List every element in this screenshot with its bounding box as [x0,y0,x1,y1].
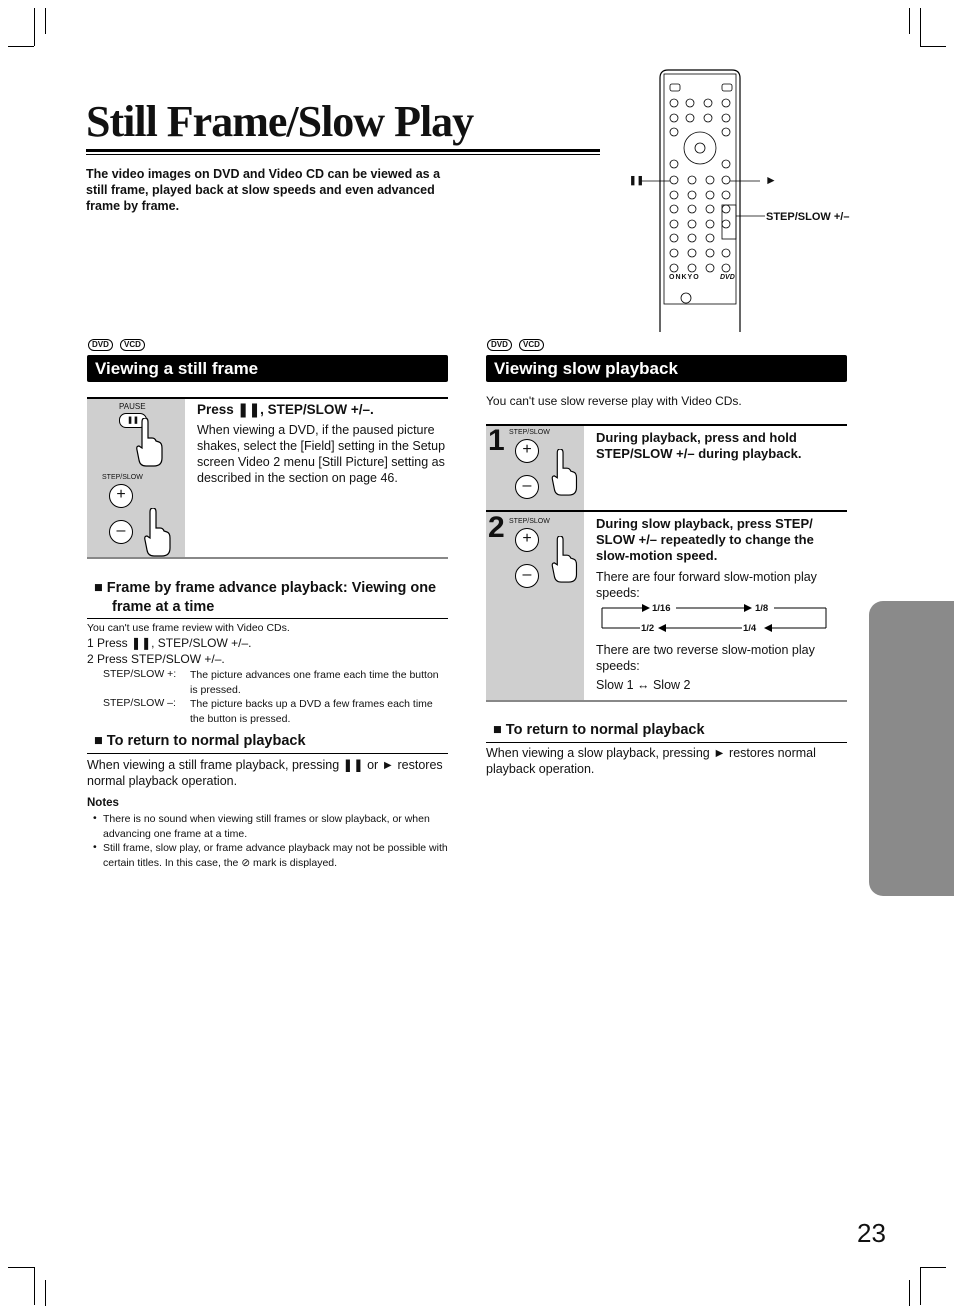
crop-mark [8,46,34,47]
step-2-text: During slow playback, press STEP/ SLOW +/– repeatedly to change the slow-motion speed. [596,516,814,563]
step-minus-button: – [515,564,539,588]
return-text-right: When viewing a slow playback, pressing ► restores normal playback operation. [486,746,816,776]
page-number: 23 [857,1218,886,1248]
forward-speeds-text: There are four forward slow-motion play speeds: [596,570,817,600]
step-plus-button: + [515,528,539,552]
return-heading-left: ■ To return to normal playback [94,733,306,749]
crop-mark [34,8,35,46]
crop-mark [920,8,921,46]
remote-step-slow-label: STEP/SLOW +/– [766,211,850,223]
heading-rule [87,618,448,619]
page-title: Still Frame/Slow Play [86,97,474,146]
return-text-left: When viewing a still frame playback, pressing ❚❚ or ► restores normal playback operation. [87,758,443,788]
step-plus-key: STEP/SLOW +: [103,668,177,680]
chapter-tab [869,601,954,896]
crop-mark [909,8,910,34]
step-2-number: 2 [488,511,505,544]
step-slow-label: STEP/SLOW [509,518,550,525]
crop-mark [45,8,46,34]
frame-step-2: 2 Press STEP/SLOW +/–. [87,652,225,666]
note-bullet: • [93,812,97,824]
crop-mark [909,1280,910,1306]
play-symbol: ► [765,173,777,187]
remote-illustration [620,64,860,336]
crop-mark [34,1267,35,1305]
intro-text: The video images on DVD and Video CD can be viewed as a still frame, played back at slow speeds and even advanced frame by frame. [86,167,441,213]
still-frame-heading: Viewing a still frame [87,355,448,382]
speed-cycle-diagram [596,600,832,636]
notes-heading: Notes [87,797,119,809]
slow-playback-heading: Viewing slow playback [486,355,847,382]
heading-rule [486,742,847,743]
pause-label: PAUSE [119,402,146,411]
heading-rule [87,753,448,754]
crop-mark [8,1267,34,1268]
reverse-speeds-text: There are two reverse slow-motion play speeds: [596,643,815,673]
return-heading-right: ■ To return to normal playback [493,722,705,738]
speed-1-8: 1/8 [755,603,769,614]
note-bullet: • [93,841,97,853]
still-body-text: When viewing a DVD, if the paused picture shakes, select the [Field] setting in the Setup screen Video 2 menu [Still Picture] setting as described in the section on page 46. [197,423,446,485]
pointing-hand-icon [549,536,579,584]
step-slow-label: STEP/SLOW [509,429,550,436]
step-1-number: 1 [488,424,505,457]
pause-symbol: ❚❚ [629,175,645,185]
step-minus-button: – [109,520,133,544]
remote-brand-logo: ONKYO [669,274,700,281]
remote-dvd-logo: DVD [720,274,735,281]
reverse-speeds: Slow 1 ↔ Slow 2 [596,678,691,692]
step-minus-button: – [515,475,539,499]
vcd-badge: VCD [519,339,544,351]
step-plus-button: + [515,439,539,463]
dvd-badge: DVD [487,339,512,351]
step-minus-desc: The picture backs up a DVD a few frames each time the button is pressed. [190,698,433,725]
step-plus-button: + [109,484,133,508]
pointing-hand-icon [142,508,172,558]
slow-note: You can't use slow reverse play with Video CDs. [486,394,742,408]
crop-mark [920,1267,921,1305]
box-rule [486,700,847,702]
speed-1-4: 1/4 [743,623,757,634]
frame-note: You can't use frame review with Video CDs. [87,622,290,634]
speed-1-2: 1/2 [641,623,655,634]
step-minus-key: STEP/SLOW –: [103,697,176,709]
press-instruction: Press ❚❚, STEP/SLOW +/–. [197,402,374,417]
frame-advance-heading: ■ Frame by frame advance playback: Viewing one frame at a time [94,580,437,615]
step-plus-desc: The picture advances one frame each time the button is pressed. [190,669,439,696]
title-rule [86,149,600,152]
box-rule [87,397,448,399]
note-2: Still frame, slow play, or frame advance playback may not be possible with certain titles. In this case, the ⊘ mark is displayed. [103,842,448,869]
speed-1-16: 1/16 [652,603,671,614]
pointing-hand-icon [134,418,164,468]
crop-mark [920,46,946,47]
note-1: There is no sound when viewing still frames or slow playback, or when advancing one frame at a time. [103,813,430,840]
pause-icon: ❚❚ [127,417,139,424]
dvd-badge: DVD [88,339,113,351]
step-1-text: During playback, press and hold STEP/SLOW +/– during playback. [596,430,802,461]
vcd-badge: VCD [120,339,145,351]
crop-mark [45,1280,46,1306]
frame-step-1: 1 Press ❚❚, STEP/SLOW +/–. [87,636,252,650]
pointing-hand-icon [549,449,579,497]
step-slow-label: STEP/SLOW [102,474,143,481]
crop-mark [920,1267,946,1268]
title-rule [86,154,600,155]
